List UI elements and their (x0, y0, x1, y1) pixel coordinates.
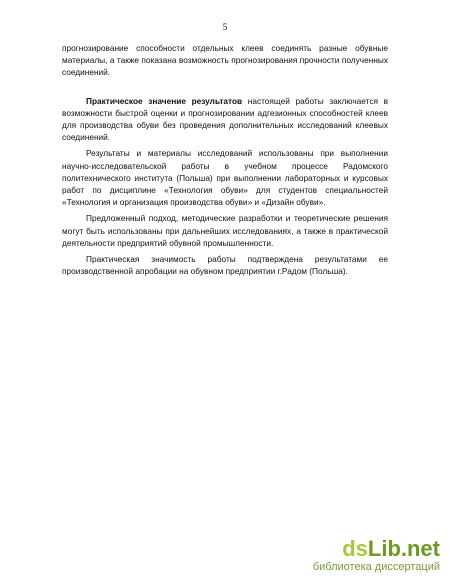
dslib-logo (313, 537, 440, 561)
watermark-subtitle: библиотека диссертаций (312, 561, 440, 573)
paragraph-text: Предложенный подход, методические разработки и теоретические решения могут быть использованы при дальнейших исследованиях, а также в практической деятельности предприятий обувной промышленности. (62, 213, 388, 248)
paragraph-text: Практическая значимость работы подтверждена результатами ее производственной апробации на обувном предприятии г.Радом (Польша). (62, 254, 388, 277)
paragraph-continuation (62, 42, 388, 79)
document-body (62, 42, 388, 281)
paragraph-practical-value (62, 95, 388, 144)
paragraph-text: прогнозирование способности отдельных клеев соединять разные обувные материалы, а также показана возможность прогнозирования прочности полученных соединений. (62, 43, 388, 78)
paragraph-text: Результаты и материалы исследований использованы при выполнении научно-исследовательской работы в учебном процессе Радомского политехнического института (Польша) при выполнении лабораторных и курсовых работ по дисциплине «Технология обуви» для студентов специальностей «Технология и организация производства обуви» и «Дизайн обуви». (62, 148, 388, 208)
paragraph-results-usage (62, 147, 388, 208)
page-number: 5 (222, 22, 228, 32)
paragraph-text: настоящей работы заключается в возможности быстрой оценки и прогнозировании адгезионных способностей клеев для производства обуви без проведения дополнительных исследований клеевых соединений. (62, 95, 388, 143)
dslib-watermark (313, 537, 440, 573)
paragraph-approach (62, 212, 388, 249)
logo-ds-text: ds (342, 536, 368, 561)
paragraph-significance (62, 253, 388, 277)
paragraph-heading: Практическое значение результатов (86, 95, 243, 106)
logo-lib-text: Lib.net (367, 536, 440, 561)
